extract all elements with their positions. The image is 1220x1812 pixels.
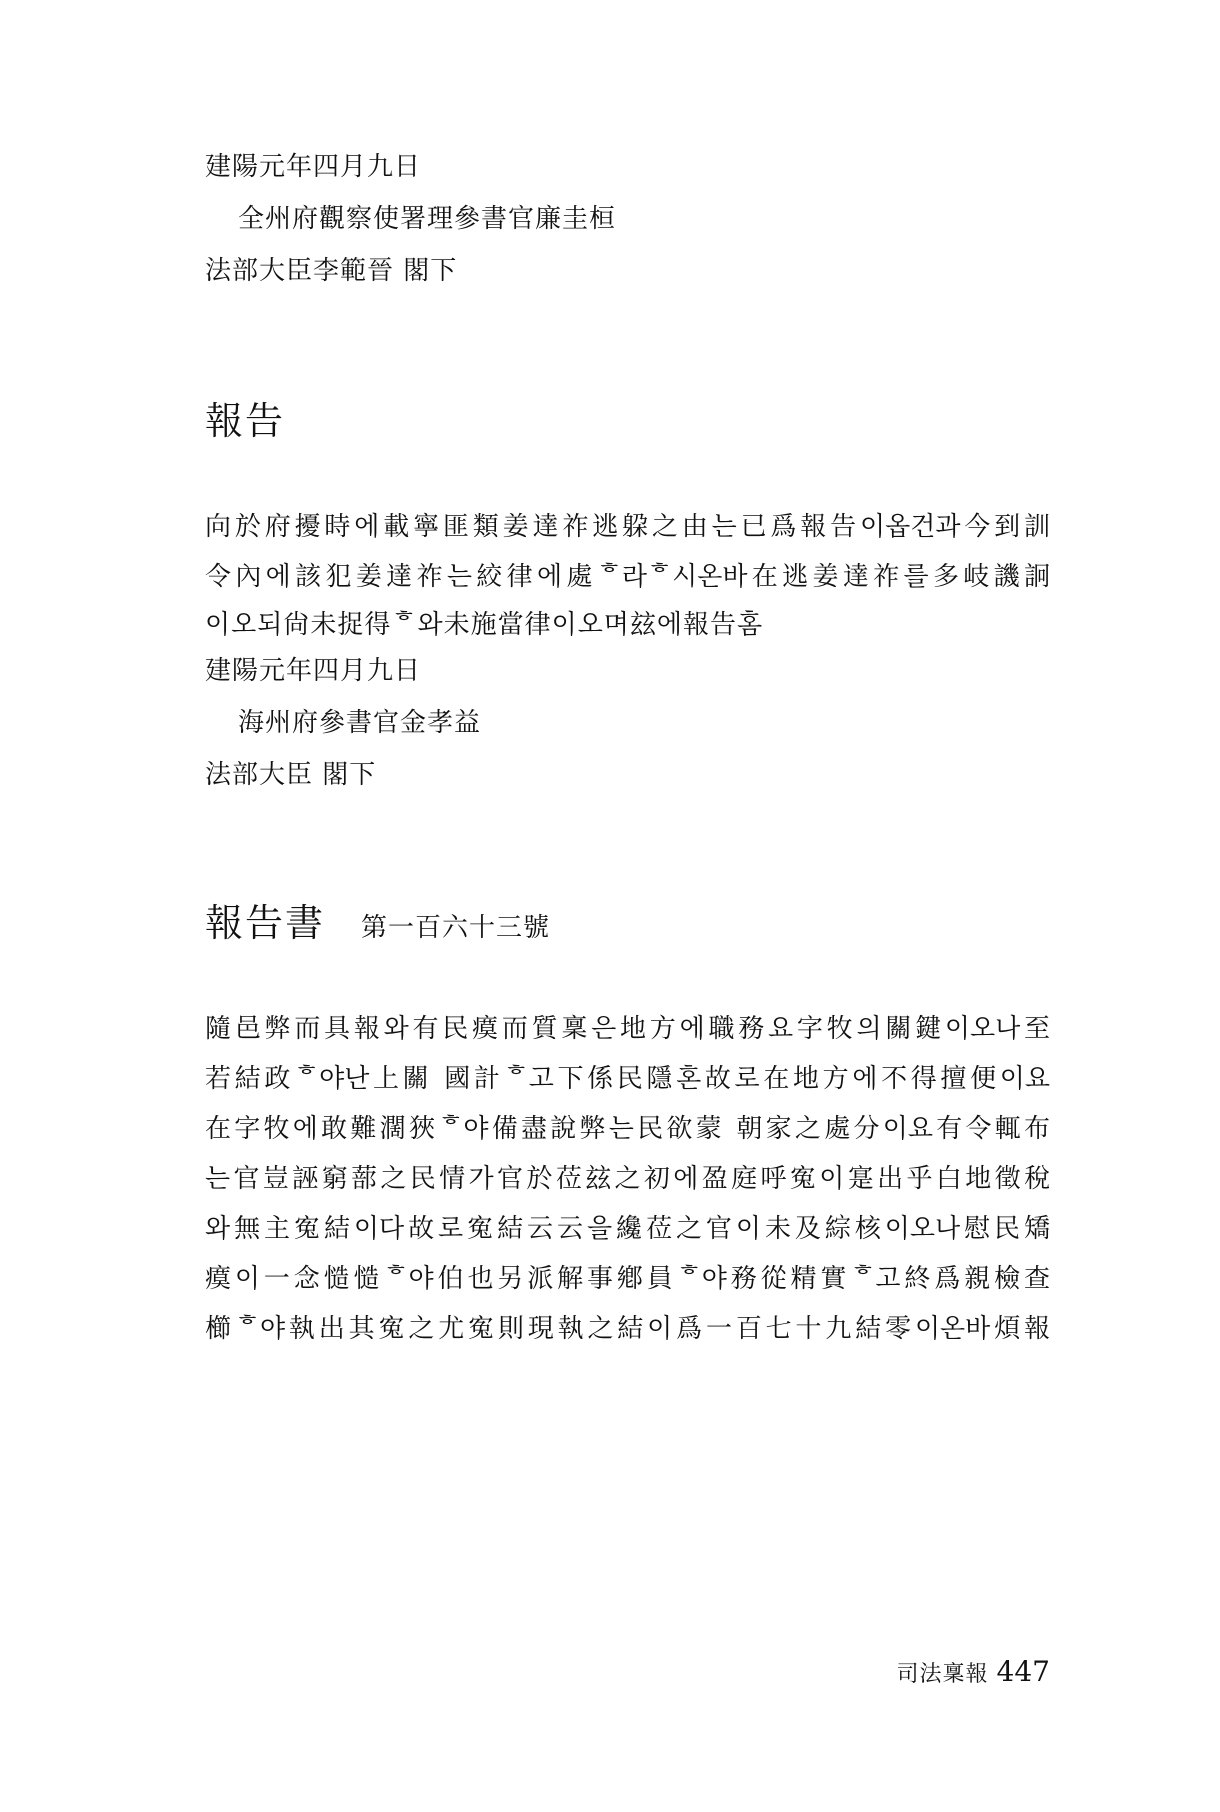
section3-body-line-2: 若結政ᄒ야난上關 國計ᄒ고下係民隱혼故로在地方에不得擅便이요 bbox=[205, 1064, 1050, 1094]
page-number: 447 bbox=[996, 1655, 1050, 1688]
section3-body-line-3: 在字牧에敢難濶狹ᄒ야備盡說弊는民欲蒙 朝家之處分이요有令輒布 bbox=[205, 1114, 1050, 1144]
section1-sender: 全州府觀察使署理參書官廉圭桓 bbox=[238, 204, 617, 234]
section3-heading bbox=[205, 900, 550, 951]
section1-date: 建陽元年四月九日 bbox=[205, 152, 422, 182]
section2-recipient: 法部大臣 閣下 bbox=[205, 760, 377, 790]
section2-body-line-1: 向於府擾時에載寧匪類姜達祚逃躱之由는已爲報告이옵건과今到訓 bbox=[205, 512, 1050, 542]
section2-title: 報告 bbox=[205, 399, 286, 443]
section3-body-line-5: 와無主寃結이다故로寃結云云을纔莅之官이未及綜核이오나慰民矯 bbox=[205, 1214, 1050, 1244]
section2-sender: 海州府參書官金孝益 bbox=[238, 708, 482, 738]
page-footer bbox=[897, 1655, 1050, 1688]
section3-number: 第一百六十三號 bbox=[361, 913, 551, 943]
section3-body-line-6: 瘼이一念慥慥ᄒ야伯也另派解事鄕員ᄒ야務從精實ᄒ고終爲親檢查 bbox=[205, 1264, 1050, 1294]
section3-body-line-4: 는官豈誣窮蔀之民情가官於莅玆之初에盈庭呼寃이寔出乎白地徵稅 bbox=[205, 1164, 1050, 1194]
section2-body-line-3: 이오되尙未捉得ᄒ와未施當律이오며玆에報告홈 bbox=[205, 610, 764, 640]
section1-recipient: 法部大臣李範晉 閣下 bbox=[205, 256, 458, 286]
section2-body-line-2: 令內에該犯姜達祚는絞律에處ᄒ라ᄒ시온바在逃姜達祚를多岐譏詗 bbox=[205, 562, 1050, 592]
section3-title: 報告書 bbox=[205, 901, 326, 945]
section3-body-line-1: 隨邑弊而具報와有民瘼而質稟은地方에職務요字牧의關鍵이오나至 bbox=[205, 1014, 1050, 1044]
section3-body-line-7: 櫛ᄒ야執出其寃之尤寃則現執之結이爲一百七十九結零이온바煩報 bbox=[205, 1314, 1050, 1344]
section2-date: 建陽元年四月九日 bbox=[205, 656, 422, 686]
footer-label: 司法稟報 bbox=[896, 1662, 989, 1687]
